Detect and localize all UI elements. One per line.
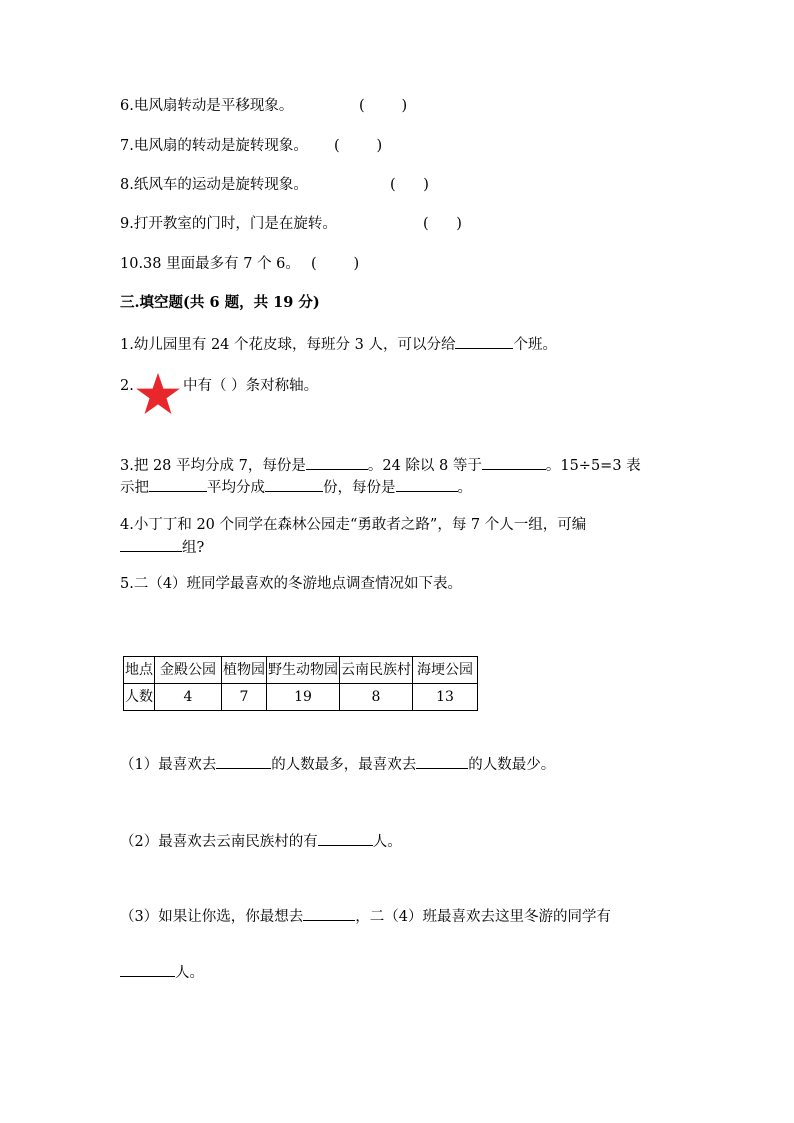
table-row-header — [124, 657, 478, 684]
fill-question-3-line-2 — [120, 477, 472, 498]
judge-item-8-text: 8.纸风车的运动是旋转现象。 — [120, 177, 308, 193]
survey-table — [123, 656, 478, 711]
judge-item-10 — [120, 254, 300, 274]
q2-text: 中有（ ）条对称轴。 — [183, 378, 319, 394]
section-3-title: 三.填空题(共 6 题，共 19 分) — [120, 294, 320, 311]
q1-text-after: 个班。 — [513, 337, 557, 353]
sub3-blank-2[interactable] — [120, 962, 175, 977]
table-header-cell: 海埂公园 — [413, 657, 478, 684]
q3-text-b: 。24 除以 8 等于 — [367, 458, 482, 474]
sub-question-3-line-2 — [120, 962, 204, 983]
q3-text-e: 平均分成 — [207, 480, 265, 496]
judge-item-9-answer[interactable]: ( ) — [423, 216, 462, 232]
judge-item-7 — [120, 136, 308, 156]
sub-question-3 — [120, 906, 611, 927]
sub3-text-a: （3）如果让你选，你最想去 — [120, 909, 304, 925]
table-row-counts — [124, 684, 478, 711]
q3-blank-4[interactable] — [265, 477, 323, 492]
fill-question-3-line-1 — [120, 455, 641, 476]
q3-blank-1[interactable] — [306, 455, 368, 470]
q3-text-g: 。 — [457, 480, 472, 496]
table-cell: 4 — [155, 684, 222, 711]
q3-blank-5[interactable] — [396, 477, 458, 492]
sub3-blank-1[interactable] — [303, 906, 355, 921]
judge-item-6-text: 6.电风扇转动是平移现象。 — [120, 98, 294, 114]
q3-blank-2[interactable] — [482, 455, 546, 470]
sub-question-1 — [120, 754, 555, 775]
judge-item-7-text: 7.电风扇的转动是旋转现象。 — [120, 138, 308, 154]
judge-item-6 — [120, 96, 293, 116]
fill-question-4-line-1: 4.小丁丁和 20 个同学在森林公园走“勇敢者之路”，每 7 个人一组，可编 — [120, 517, 587, 533]
sub-question-2 — [120, 831, 402, 852]
fill-question-5: 5.二（4）班同学最喜欢的冬游地点调查情况如下表。 — [120, 576, 463, 592]
fill-question-4-line-2 — [120, 537, 204, 558]
sub1-text-c: 的人数最少。 — [468, 757, 556, 773]
sub1-blank-1[interactable] — [216, 754, 271, 769]
judge-item-8-answer[interactable]: ( ) — [390, 177, 429, 193]
q3-text-c: 。15÷5=3 表 — [545, 458, 641, 474]
sub3-text-c: 人。 — [175, 965, 204, 981]
judge-item-10-text: 10.38 里面最多有 7 个 6。 — [120, 256, 300, 272]
table-row-label: 人数 — [124, 684, 155, 711]
sub2-text-a: （2）最喜欢去云南民族村的有 — [120, 834, 318, 850]
table-header-cell: 野生动物园 — [267, 657, 340, 684]
sub1-blank-2[interactable] — [416, 754, 468, 769]
table-header-cell: 地点 — [124, 657, 155, 684]
table-cell: 8 — [340, 684, 413, 711]
judge-item-8 — [120, 175, 308, 195]
q1-blank[interactable] — [455, 334, 513, 349]
sub2-blank[interactable] — [318, 831, 373, 846]
q1-text-before: 1.幼儿园里有 24 个花皮球，每班分 3 人，可以分给 — [120, 337, 456, 353]
sub3-text-b: ，二（4）班最喜欢去这里冬游的同学有 — [355, 909, 611, 925]
table-header-cell: 云南民族村 — [340, 657, 413, 684]
q2-number: 2. — [120, 378, 134, 394]
judge-item-6-answer[interactable]: ( ) — [359, 98, 408, 114]
fill-question-1 — [120, 334, 557, 355]
table-cell: 7 — [222, 684, 267, 711]
q3-text-d: 示把 — [120, 480, 149, 496]
table-cell: 13 — [413, 684, 478, 711]
q3-blank-3[interactable] — [149, 477, 207, 492]
q4-blank[interactable] — [120, 537, 182, 552]
table-header-cell: 金殿公园 — [155, 657, 222, 684]
q3-text-f: 份，每份是 — [323, 480, 396, 496]
judge-item-7-answer[interactable]: ( ) — [334, 138, 383, 154]
table-cell: 19 — [267, 684, 340, 711]
sub2-text-b: 人。 — [372, 834, 402, 850]
judge-item-9 — [120, 214, 337, 234]
sub1-text-b: 的人数最多，最喜欢去 — [271, 757, 417, 773]
q4-text-after: 组? — [182, 540, 205, 556]
sub1-text-a: （1）最喜欢去 — [120, 757, 217, 773]
q3-text-a: 3.把 28 平均分成 7，每份是 — [120, 458, 306, 474]
judge-item-9-text: 9.打开教室的门时，门是在旋转。 — [120, 216, 337, 232]
judge-item-10-answer[interactable]: ( ) — [311, 256, 360, 272]
star-icon — [135, 372, 181, 416]
table-header-cell: 植物园 — [222, 657, 267, 684]
